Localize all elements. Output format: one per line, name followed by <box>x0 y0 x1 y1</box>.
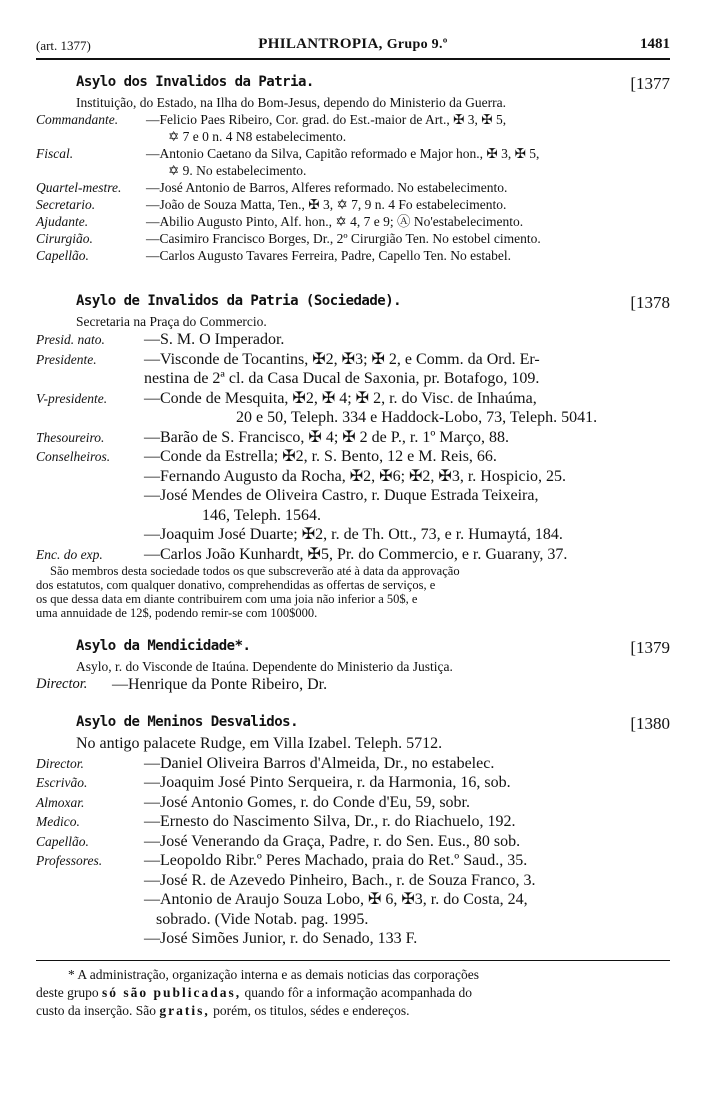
entry-label: Cirurgião. <box>36 231 93 246</box>
entry-text: No antigo palacete Rudge, em Villa Izabel. Teleph. 5712. <box>76 735 443 752</box>
entry-line <box>36 313 670 330</box>
entry-text: —José Antonio de Barros, Alferes reformado. No estabelecimento. <box>146 180 508 195</box>
entry-line <box>36 832 670 852</box>
section-title <box>36 293 670 313</box>
footnote-text <box>36 1002 670 1019</box>
entry-text: —Ernesto do Nascimento Silva, Dr., r. do Riachuelo, 192. <box>144 813 516 830</box>
footnote-line <box>36 984 670 1002</box>
entry-line <box>36 94 670 111</box>
entry-label: Ajudante. <box>36 214 89 229</box>
entry-text: —José Simões Junior, r. do Senado, 133 F. <box>144 930 418 947</box>
entry-line <box>36 486 670 506</box>
section-number: [1380 <box>630 714 670 733</box>
entry-line <box>36 408 670 428</box>
footnote-text-part: custo da inserção. São <box>36 1003 156 1018</box>
section-1377 <box>36 74 670 264</box>
entry-text: —José Venerando da Graça, Padre, r. do Sen. Eus., 80 sob. <box>144 832 521 850</box>
entry-text: —Abilio Augusto Pinto, Alf. hon., ✡ 4, 7 e 9; Ⓐ No'estabelecimento. <box>146 214 524 229</box>
entry-line <box>36 871 670 891</box>
section-number: [1377 <box>630 74 670 93</box>
entry-line <box>36 179 670 196</box>
footnote-text-part: porém, os titulos, sédes e endereços. <box>213 1003 410 1018</box>
page-header <box>36 36 670 60</box>
entry-line <box>36 545 670 565</box>
entry-text: —Joaquim José Duarte; ✠2, r. de Th. Ott., 73, e r. Humaytá, 184. <box>144 526 563 543</box>
section-title <box>36 74 670 94</box>
entry-text: —Henrique da Ponte Ribeiro, Dr. <box>112 676 328 693</box>
entry-text: —Carlos Augusto Tavares Ferreira, Padre, Capello Ten. No estabel. <box>146 248 512 263</box>
entry-label: Almoxar. <box>36 794 85 810</box>
entry-text: ✡ 7 e 0 n. 4 N8 estabelecimento. <box>168 129 347 144</box>
note-line <box>36 606 670 620</box>
entry-text: —Conde da Estrella; ✠2, r. S. Bento, 12 e M. Reis, 66. <box>144 448 497 465</box>
entry-label: Conselheiros. <box>36 449 111 464</box>
section-number: [1378 <box>630 293 670 312</box>
entry-line <box>36 196 670 213</box>
entry-line <box>36 754 670 774</box>
entry-text: ✡ 9. No estabelecimento. <box>168 163 307 178</box>
page-number: 1481 <box>640 36 670 52</box>
entry-label: Director. <box>36 755 84 771</box>
entry-text: —Visconde de Tocantins, ✠2, ✠3; ✠ 2, e Comm. da Ord. Er- <box>144 350 540 368</box>
entry-text: —Barão de S. Francisco, ✠ 4; ✠ 2 de P., r. 1º Março, 88. <box>144 428 510 446</box>
entry-line <box>36 658 670 675</box>
entry-text: —José Antonio Gomes, r. do Conde d'Eu, 59, sobr. <box>144 793 470 811</box>
entry-text: —Felicio Paes Ribeiro, Cor. grad. do Est.-maior de Art., ✠ 3, ✠ 5, <box>146 112 507 127</box>
entry-label: Capellão. <box>36 248 89 263</box>
note-text: São membros desta sociedade todos os que subscreverão até à data da approvação <box>50 564 460 578</box>
entry-line <box>36 773 670 793</box>
entry-line <box>36 247 670 264</box>
entry-line <box>36 506 670 526</box>
entry-line <box>36 525 670 545</box>
entry-text: Secretaria na Praça do Commercio. <box>76 314 267 329</box>
entry-line <box>36 350 670 370</box>
footnote-rule <box>36 960 670 961</box>
entry-text: —Antonio de Araujo Souza Lobo, ✠ 6, ✠3, r. do Costa, 24, <box>144 891 528 908</box>
section-1380 <box>36 714 670 949</box>
footnote-emphasis: gratis, <box>159 1003 210 1018</box>
entry-text: —Casimiro Francisco Borges, Dr., 2º Cirurgião Ten. No estobel cimento. <box>146 231 541 246</box>
running-title <box>36 36 670 53</box>
entry-text: 146, Teleph. 1564. <box>202 506 322 524</box>
footnote <box>36 966 670 1020</box>
entry-label: Enc. do exp. <box>36 546 103 562</box>
entry-line <box>36 910 670 930</box>
entry-label: Escrivão. <box>36 775 88 790</box>
entry-line <box>36 890 670 910</box>
entry-line <box>36 734 670 754</box>
entry-line <box>36 330 670 350</box>
note-text: uma annuidade de 12$, podendo remir-se com 100$000. <box>36 606 318 620</box>
entry-line <box>36 369 670 389</box>
entry-line <box>36 793 670 813</box>
section-number: [1379 <box>630 638 670 657</box>
entry-text: sobrado. (Vide Notab. pag. 1995. <box>156 910 369 928</box>
entry-line <box>36 162 670 179</box>
entry-text: —José R. de Azevedo Pinheiro, Bach., r. de Souza Franco, 3. <box>144 871 536 889</box>
entry-line <box>36 213 670 230</box>
entry-line <box>36 128 670 145</box>
footnote-emphasis: só são publicadas, <box>101 985 242 1000</box>
footnote-text-part: quando fôr a informação acompanhada do <box>244 985 473 1000</box>
entry-text: —Conde de Mesquita, ✠2, ✠ 4; ✠ 2, r. do Visc. de Inhaúma, <box>144 389 537 407</box>
header-rule <box>36 58 670 60</box>
entry-text: —Leopoldo Ribr.º Peres Machado, praia do Ret.º Saud., 35. <box>144 852 528 869</box>
entry-text: —Antonio Caetano da Silva, Capitão reformado e Major hon., ✠ 3, ✠ 5, <box>146 146 540 161</box>
entry-label: V-presidente. <box>36 390 108 406</box>
entry-line <box>36 929 670 949</box>
entry-line <box>36 389 670 409</box>
entry-text: 20 e 50, Teleph. 334 e Haddock-Lobo, 73, Teleph. 5041. <box>236 409 598 426</box>
entry-text: —Joaquim José Pinto Serqueira, r. da Harmonia, 16, sob. <box>144 774 511 791</box>
running-title-main: PHILANTROPIA, <box>258 36 383 52</box>
section-1379 <box>36 638 670 695</box>
section-heading: Asylo de Meninos Desvalidos. <box>76 714 299 730</box>
entry-text: —José Mendes de Oliveira Castro, r. Duque Estrada Teixeira, <box>144 487 539 504</box>
entry-label: Quartel-mestre. <box>36 180 122 195</box>
section-title <box>36 638 670 658</box>
entry-line <box>36 675 670 695</box>
footnote-line <box>36 966 670 984</box>
entry-text: —Fernando Augusto da Rocha, ✠2, ✠6; ✠2, ✠3, r. Hospicio, 25. <box>144 467 567 485</box>
entry-line <box>36 467 670 487</box>
entry-line <box>36 812 670 832</box>
entry-label: Commandante. <box>36 112 119 127</box>
entry-text: Instituição, do Estado, na Ilha do Bom-Jesus, dependo do Ministerio da Guerra. <box>76 95 507 110</box>
entry-line <box>36 111 670 128</box>
note-text: dos estatutos, com qualquer donativo, comprehendidas as offertas de serviços, e <box>36 578 436 592</box>
note-line <box>36 592 670 606</box>
entry-line <box>36 447 670 467</box>
footnote-text <box>36 984 670 1001</box>
section-1378 <box>36 293 670 620</box>
section-heading: Asylo da Mendicidade*. <box>76 638 251 654</box>
entry-label: Capellão. <box>36 833 89 849</box>
section-title <box>36 714 670 734</box>
entry-text: —Daniel Oliveira Barros d'Almeida, Dr., no estabelec. <box>144 754 495 772</box>
note-line <box>36 564 670 578</box>
article-range: (art. 1377) <box>36 38 91 53</box>
entry-label: Medico. <box>36 814 80 829</box>
entry-label: Presidente. <box>36 351 97 367</box>
entry-line <box>36 230 670 247</box>
section-heading: Asylo de Invalidos da Patria (Sociedade). <box>76 293 402 309</box>
entry-label: Professores. <box>36 853 103 868</box>
entry-text: Asylo, r. do Visconde de Itaúna. Dependente do Ministerio da Justiça. <box>76 659 453 674</box>
footnote-text: * A administração, organização interna e as demais noticias das corporações <box>68 967 479 982</box>
note-text: os que dessa data em diante contribuirem com uma joia não inferior a 50$, e <box>36 592 418 606</box>
entry-label: Director. <box>36 676 88 692</box>
footnote-line <box>36 1002 670 1020</box>
entry-label: Thesoureiro. <box>36 429 105 445</box>
section-heading: Asylo dos Invalidos da Patria. <box>76 74 314 90</box>
entry-line <box>36 428 670 448</box>
running-title-group: Grupo 9.º <box>386 37 448 52</box>
entry-text: —S. M. O Imperador. <box>144 331 285 348</box>
entry-text: nestina de 2ª cl. da Casa Ducal de Saxonia, pr. Botafogo, 109. <box>144 370 540 387</box>
entry-line <box>36 145 670 162</box>
entry-label: Presid. nato. <box>36 332 105 347</box>
entry-text: —João de Souza Matta, Ten., ✠ 3, ✡ 7, 9 n. 4 Fo estabelecimento. <box>146 197 507 212</box>
footnote-text-part: deste grupo <box>36 985 99 1000</box>
entry-label: Fiscal. <box>36 146 74 161</box>
entry-label: Secretario. <box>36 197 96 212</box>
entry-text: —Carlos João Kunhardt, ✠5, Pr. do Commercio, e r. Guarany, 37. <box>144 545 568 563</box>
note-line <box>36 578 670 592</box>
entry-line <box>36 851 670 871</box>
